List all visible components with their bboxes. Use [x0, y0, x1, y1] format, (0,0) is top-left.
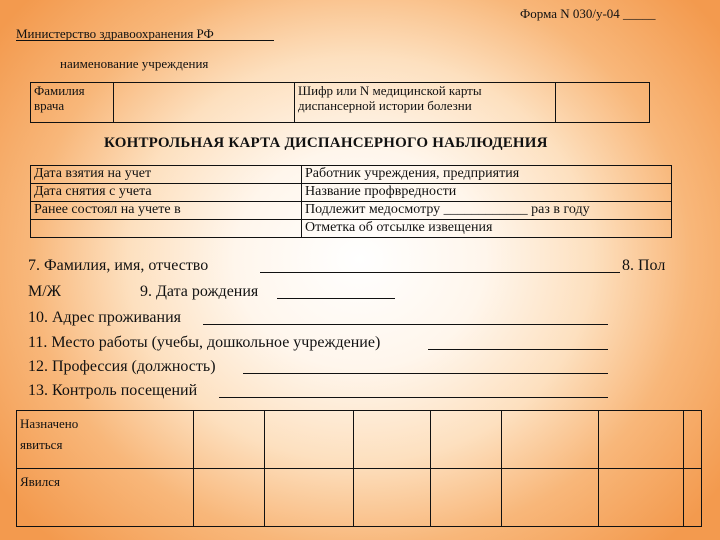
- field-13-line[interactable]: [219, 397, 608, 398]
- gender-options: М/Ж: [28, 283, 62, 300]
- field-9-label: 9. Дата рождения: [140, 283, 259, 300]
- code-label-cell: [295, 83, 556, 123]
- doctor-label-line1: Фамилия: [34, 83, 85, 98]
- visits-cell[interactable]: [599, 469, 684, 527]
- visits-cell[interactable]: [194, 411, 265, 469]
- info-table: [30, 165, 672, 238]
- field-7-label: 7. Фамилия, имя, отчество: [28, 257, 209, 274]
- visits-cell[interactable]: [265, 469, 354, 527]
- field-9-line[interactable]: [277, 298, 395, 299]
- info-right-2: Подлежит медосмотру ____________ раз в году: [302, 202, 672, 220]
- header-table: [30, 82, 650, 123]
- visits-cell[interactable]: [194, 469, 265, 527]
- visits-cell[interactable]: [684, 469, 702, 527]
- field-10-line[interactable]: [203, 324, 608, 325]
- institution-caption: наименование учреждения: [60, 56, 209, 71]
- field-11-line[interactable]: [428, 349, 608, 350]
- form-number: Форма N 030/у-04 _____: [520, 6, 656, 21]
- visits-cell[interactable]: [431, 411, 502, 469]
- visits-cell[interactable]: [684, 411, 702, 469]
- doctor-name-cell[interactable]: [114, 83, 295, 123]
- field-7-line[interactable]: [260, 272, 620, 273]
- field-11-label: 11. Место работы (учебы, дошкольное учреждение): [28, 334, 381, 351]
- attended-label: Явился: [20, 474, 61, 489]
- visits-table: [16, 410, 702, 527]
- info-left-0: Дата взятия на учет: [31, 166, 302, 184]
- visits-cell[interactable]: [502, 469, 599, 527]
- visits-cell[interactable]: [502, 411, 599, 469]
- visits-cell[interactable]: [265, 411, 354, 469]
- info-left-3[interactable]: [31, 220, 302, 238]
- field-12-line[interactable]: [243, 373, 608, 374]
- code-value-cell[interactable]: [556, 83, 650, 123]
- visits-cell[interactable]: [599, 411, 684, 469]
- appointed-line2: явиться: [20, 437, 63, 452]
- page-title: КОНТРОЛЬНАЯ КАРТА ДИСПАНСЕРНОГО НАБЛЮДЕНИЯ: [104, 135, 548, 151]
- ministry-name: Министерство здравоохранения РФ: [16, 26, 214, 41]
- doctor-label-cell: [31, 83, 114, 123]
- field-13-label: 13. Контроль посещений: [28, 382, 198, 399]
- info-right-1: Название профвредности: [302, 184, 672, 202]
- visits-row-label-appointed: [17, 411, 194, 469]
- code-label-line2: диспансерной истории болезни: [298, 98, 472, 113]
- info-right-3: Отметка об отсылке извещения: [302, 220, 672, 238]
- visits-row-label-attended: [17, 469, 194, 527]
- field-8-label: 8. Пол: [622, 257, 666, 274]
- visits-cell[interactable]: [431, 469, 502, 527]
- visits-cell[interactable]: [354, 469, 431, 527]
- field-12-label: 12. Профессия (должность): [28, 358, 216, 375]
- field-10-label: 10. Адрес проживания: [28, 309, 182, 326]
- code-label-line1: Шифр или N медицинской карты: [298, 83, 482, 98]
- info-right-0: Работник учреждения, предприятия: [302, 166, 672, 184]
- doctor-label-line2: врача: [34, 98, 65, 113]
- institution-name-line[interactable]: [16, 40, 274, 41]
- info-left-2: Ранее состоял на учете в: [31, 202, 302, 220]
- visits-cell[interactable]: [354, 411, 431, 469]
- appointed-line1: Назначено: [20, 416, 79, 431]
- info-left-1: Дата снятия с учета: [31, 184, 302, 202]
